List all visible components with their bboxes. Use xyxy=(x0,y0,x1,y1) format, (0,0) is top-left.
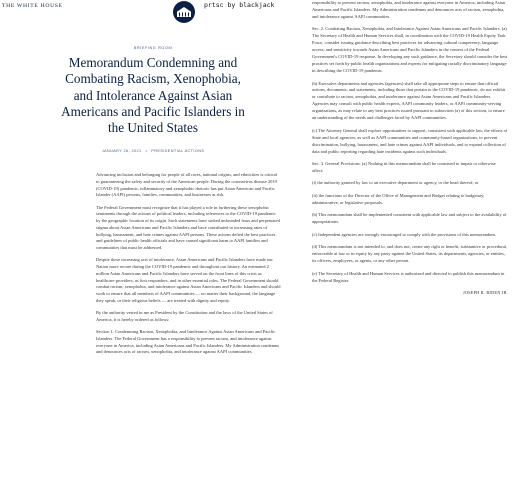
screenshot-watermark: prtsc by blackjack xyxy=(204,1,275,9)
body-paragraph: Section 1. Condemning Racism, Xenophobia, and Intolerance Against Asian Americans and Pacific Islanders. The Federal Government has a responsibility to prevent racism, and intolerance against everyone in America, including Asian Americans and Pacific Islanders. My Administration condemns and denounces acts of racism, xenophobia, and intolerance against AAPI communities. xyxy=(96,329,280,355)
body-paragraph: (e) The Secretary of Health and Human Services is authorized and directed to publish this memorandum in the Federal Register. xyxy=(312,270,505,283)
article-category-link[interactable]: PRESIDENTIAL ACTIONS xyxy=(151,149,205,153)
article-date: JANUARY 26, 2021 xyxy=(101,149,142,153)
body-paragraph: (ii) the functions of the Director of the Office of Management and Budget relating to budgetary, administrative, or legislative proposals. xyxy=(312,192,485,205)
body-paragraph: Sec. 2. Combating Racism, Xenophobia, and Intolerance Against Asian Americans and Pacific Islanders. (a) The Secretary of Health and Human Services shall, in coordination with the COVID-19 Health Equity Task Force, consider issuing guidance describing best practices for advancing cultural competency, language access, and sensitivity towards Asian Americans and Pacific Islanders in the context of the Federal Government's COVID-19 response. In developing any such guidance, the Secretary should consider the best practices set forth by public health organizations and experts for mitigating racially discriminatory language in describing the COVID-19 pandemic. xyxy=(312,26,508,74)
body-paragraph: (c) The Attorney General shall explore opportunities to support, consistent with applicable law, the efforts of State and local agencies, as well as AAPI communities and community-based organizations, to prevent discrimination, bullying, harassment, and hate crimes against AAPI individuals, and to expand collection of data and public reporting regarding hate incidents against such individuals. xyxy=(312,127,508,154)
article-body-right xyxy=(312,0,508,297)
body-paragraph: Advancing inclusion and belonging for people of all races, national origins, and ethnicities is critical to guaranteeing the safety and security of the American people. During the coronavirus disease 2019 (COVID-19) pandemic, inflammatory and xenophobic rhetoric has put Asian American and Pacific Islander (AAPI) persons, families, communities, and businesses at risk. xyxy=(96,172,277,198)
article-body-left xyxy=(96,172,281,362)
body-paragraph: By the authority vested in me as President by the Constitution and the laws of the United States of America, it is hereby ordered as follows: xyxy=(96,310,273,322)
body-paragraph: responsibility to prevent racism, xenophobia, and intolerance against everyone in America, including Asian Americans and Pacific Islanders. My Administration condemns and denounces acts of racism, xenophobia, and intolerance against AAPI communities. xyxy=(312,0,506,19)
body-paragraph: (c) Independent agencies are strongly encouraged to comply with the provisions of this memorandum. xyxy=(312,231,496,237)
body-paragraph: (d) This memorandum is not intended to, and does not, create any right or benefit, substantive or procedural, enforceable at law or in equity by any party against the United States, its departments, agencies, or entities, its officers, employees, or agents, or any other person. xyxy=(312,244,508,264)
signature: JOSEPH R. BIDEN JR. xyxy=(463,289,508,295)
body-paragraph: (b) This memorandum shall be implemented consistent with applicable law and subject to the availability of appropriations. xyxy=(312,212,507,225)
meta-separator: • xyxy=(145,149,148,153)
body-paragraph: Despite these increasing acts of intolerance, Asian Americans and Pacific Islanders have made our Nation more secure during the COVID-19 pandemic and throughout our history. An estimated 2 million Asian Americans and Pacific Islanders have served on the front lines of this crisis as healthcare providers, as first responders, and in other essential roles. The Federal Government should combat racism, xenophobia, and intolerance against Asian Americans and Pacific Islanders and should work to ensure that all members of AAPI communities — no matter their background, the language they speak, or their religious beliefs — are treated with dignity and equity. xyxy=(96,257,281,303)
body-paragraph: (i) the authority granted by law to an executive department or agency, or the head thereof; or xyxy=(312,180,479,186)
article-continuation-column xyxy=(306,0,512,488)
body-paragraph: Sec. 3. General Provisions. (a) Nothing in this memorandum shall be construed to impair or otherwise affect: xyxy=(312,161,496,174)
article-meta xyxy=(0,149,306,153)
site-label[interactable]: THE WHITE HOUSE xyxy=(2,3,63,9)
page-title: Memorandum Condemning and Combating Racism, Xenophobia, and Intolerance Against Asian Americans and Pacific Islanders in the United States xyxy=(61,55,245,136)
body-paragraph: (b) Executive departments and agencies (agencies) shall take all appropriate steps to ensure that official actions, documents, and statements, including those that pertain to the COVID-19 pandemic, do not exhibit or contribute to racism, xenophobia, and intolerance against Asian Americans and Pacific Islanders. Agencies may consult with public health experts, AAPI community leaders, or AAPI community-serving organizations, as may relate to any best practices issued pursuant to subsection (a) of this section, to ensure an understanding of the needs and challenges faced by AAPI communities. xyxy=(312,80,506,121)
briefing-room-link[interactable]: BRIEFING ROOM xyxy=(133,46,173,50)
white-house-seal-icon[interactable] xyxy=(171,0,197,24)
body-paragraph: The Federal Government must recognize that it has played a role in furthering these xenophobic sentiments through the actions of political leaders, including references to the COVID-19 pandemic by the geographic location of its origin. Such statements have stoked unfounded fears and perpetuated stigma about Asian Americans and Pacific Islanders and have contributed to increasing rates of bullying, harassment, and hate crimes against AAPI persons. These actions defied the best practices and guidelines of public health officials and have caused significant harm to AAPI families and communities that must be addressed. xyxy=(96,204,280,250)
